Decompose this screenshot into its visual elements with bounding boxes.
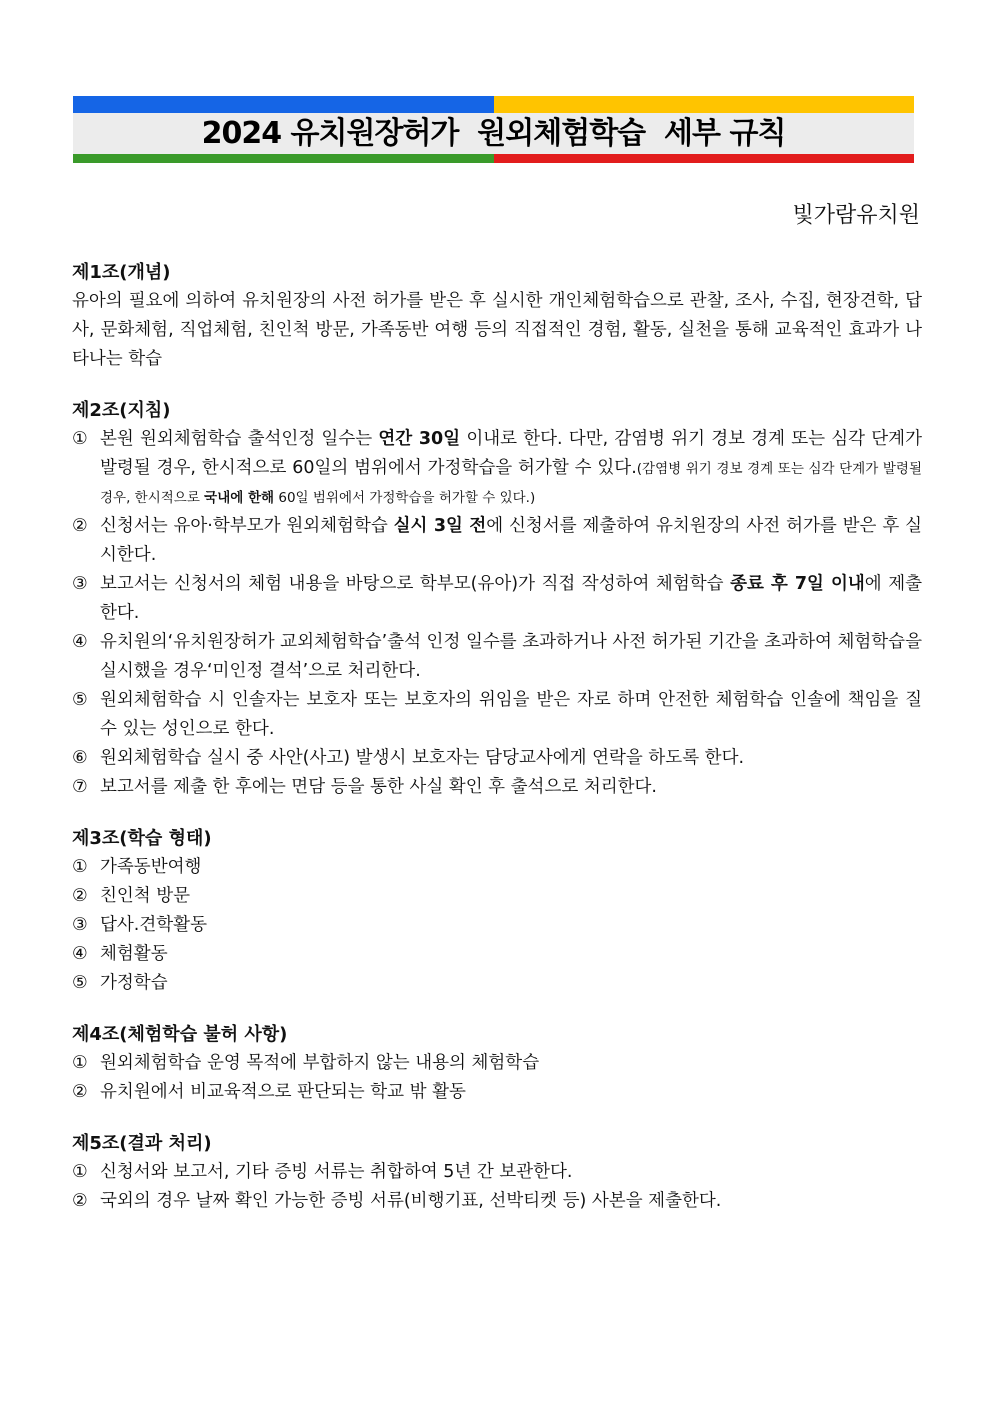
list-item [72,744,922,773]
item-number: ③ [72,574,88,594]
item-number: ② [72,1082,88,1102]
item-text-emphasis: 종료 후 7일 이내 [730,574,865,594]
article-1 [72,258,922,374]
item-text-part: 에 제출한다. [100,574,922,623]
item-text: 국외의 경우 날짜 확인 가능한 증빙 서류(비행기표, 선박티켓 등) 사본을 제출한다. [100,1191,722,1211]
list-item [72,1078,922,1107]
list-item [72,1049,922,1078]
article-heading: 제1조(개념) [72,262,171,283]
list-item [72,853,922,882]
item-text-part: 본원 원외체험학습 출석인정 일수는 [100,429,379,449]
list-item [72,882,922,911]
school-name: 빛가람유치원 [792,203,920,228]
item-text [100,425,922,512]
list-item [72,940,922,969]
item-text: 가정학습 [100,973,168,993]
document-title: 2024 유치원장허가 원외체험학습 세부 규칙 [201,116,786,151]
item-number: ① [72,429,88,449]
item-number: ② [72,516,88,536]
item-number: ① [72,1053,88,1073]
item-text: 유치원에서 비교육적으로 판단되는 학교 밖 활동 [100,1082,466,1102]
item-text [100,512,922,570]
article-body: 유아의 필요에 의하여 유치원장의 사전 허가를 받은 후 실시한 개인체험학습으로 관찰, 조사, 수집, 현장견학, 답사, 문화체험, 직업체험, 친인척 방문, 가족동반 여행 등의 직접적인 경험, 활동, 실천을 통해 교육적인 효과가 나타나는 학습 [72,291,922,369]
list-item [72,1187,922,1216]
item-number: ③ [72,915,88,935]
item-number: ⑦ [72,777,88,797]
title-stripe-green [73,154,494,163]
list-item [72,628,922,686]
item-number: ⑤ [72,690,88,710]
note-emphasis: 국내에 한해 [204,490,275,506]
item-number: ④ [72,944,88,964]
article-heading: 제2조(지침) [72,400,171,421]
note-part: 60일 범위에서 가정학습을 허가할 수 있다.) [274,490,536,506]
title-banner [73,96,914,163]
item-text: 원외체험학습 시 인솔자는 보호자 또는 보호자의 위임을 받은 자로 하며 안전한 체험학습 인솔에 책임을 질 수 있는 성인으로 한다. [100,690,922,739]
item-text: 보고서를 제출 한 후에는 면담 등을 통한 사실 확인 후 출석으로 처리한다. [100,777,657,797]
article-heading: 제4조(체험학습 불허 사항) [72,1024,288,1045]
title-stripe-yellow [494,96,914,113]
item-text-part: 신청서는 유아·학부모가 원외체험학습 [100,516,394,536]
article-5 [72,1129,922,1216]
item-number: ④ [72,632,88,652]
document-body [72,258,922,1238]
item-number: ② [72,886,88,906]
item-text: 체험활동 [100,944,168,964]
item-text: 답사.견학활동 [100,915,207,935]
item-text: 친인척 방문 [100,886,191,906]
list-item [72,1158,922,1187]
article-2 [72,396,922,802]
list-item [72,686,922,744]
article-4 [72,1020,922,1107]
item-number: ② [72,1191,88,1211]
item-text: 원외체험학습 운영 목적에 부합하지 않는 내용의 체험학습 [100,1053,540,1073]
list-item [72,425,922,512]
title-stripe-blue [73,96,494,113]
list-item [72,570,922,628]
item-text-emphasis: 실시 3일 전 [393,516,487,536]
item-text: 유치원의‘유치원장허가 교외체험학습’출석 인정 일수를 초과하거나 사전 허가된 기간을 초과하여 체험학습을 실시했을 경우‘미인정 결석’으로 처리한다. [100,632,922,681]
list-item [72,969,922,998]
list-item [72,911,922,940]
article-heading: 제5조(결과 처리) [72,1133,212,1154]
article-3 [72,824,922,998]
item-number: ① [72,1162,88,1182]
list-item [72,512,922,570]
item-number: ⑥ [72,748,88,768]
item-text-part: 에 신청서를 제출하여 유치원장의 사전 허가를 받은 후 실시한다. [100,516,922,565]
title-stripe-red [494,154,914,163]
item-text: 가족동반여행 [100,857,202,877]
article-heading: 제3조(학습 형태) [72,828,212,849]
item-number: ⑤ [72,973,88,993]
item-number: ① [72,857,88,877]
list-item [72,773,922,802]
item-text [100,570,922,628]
item-text-part: 보고서는 신청서의 체험 내용을 바탕으로 학부모(유아)가 직접 작성하여 체험학습 [100,574,731,594]
item-text: 원외체험학습 실시 중 사안(사고) 발생시 보호자는 담당교사에게 연락을 하도록 한다. [100,748,745,768]
note-part: (감염병 위기 경보 경계 또는 심각 단계가 발령될 경우, 한시적으로 [100,461,922,506]
item-text: 신청서와 보고서, 기타 증빙 서류는 취합하여 5년 간 보관한다. [100,1162,573,1182]
item-text-part: 이내로 한다. 다만, 감염병 위기 경보 경계 또는 심각 단계가 발령될 경우, 한시적으로 60일의 범위에서 가정학습을 허가할 수 있다. [100,429,922,478]
item-text-emphasis: 연간 30일 [378,429,461,449]
